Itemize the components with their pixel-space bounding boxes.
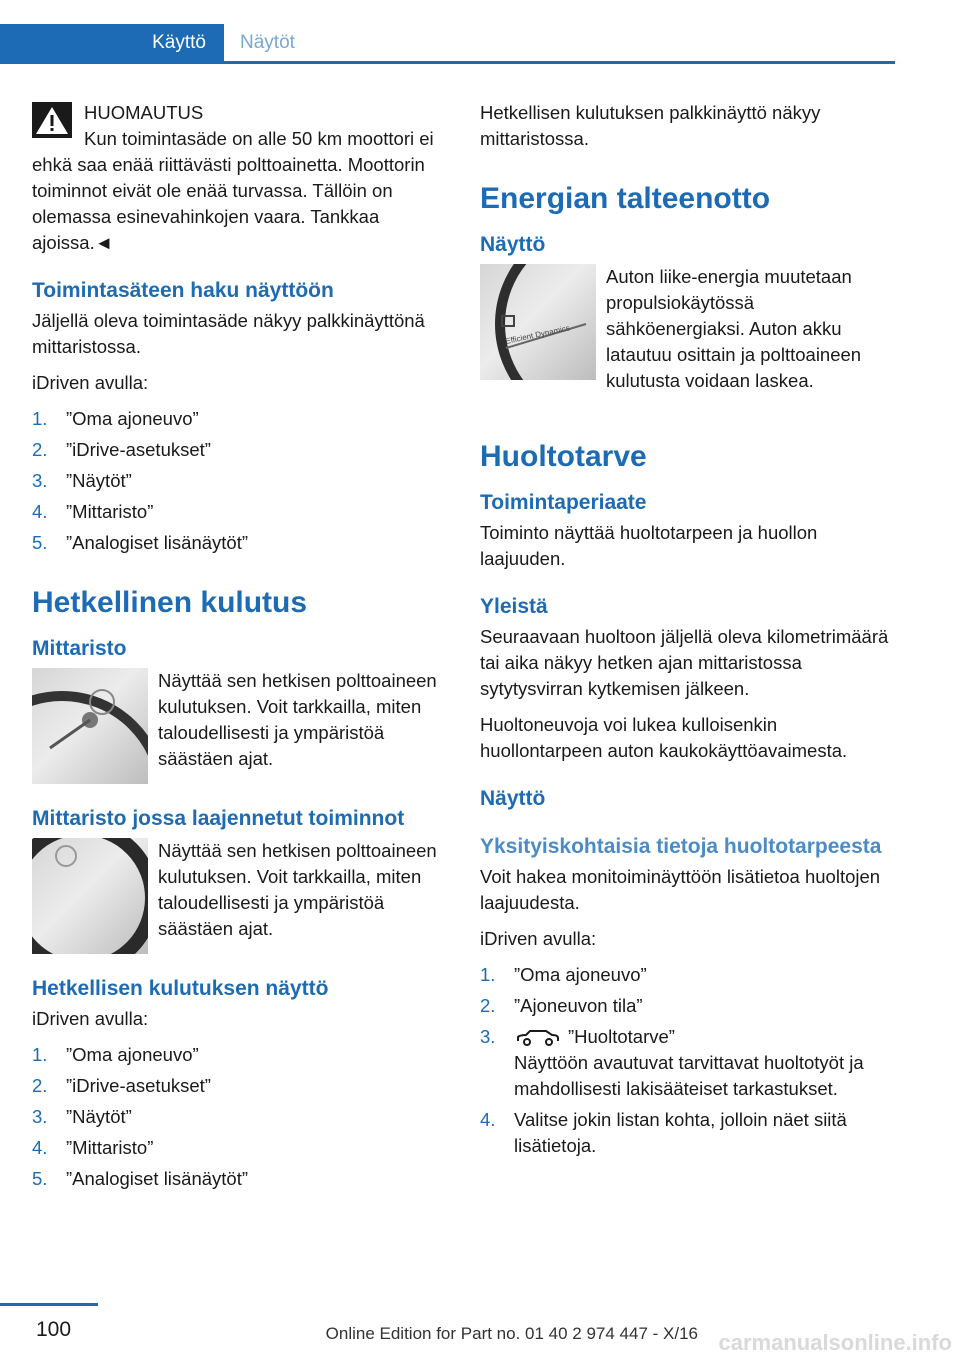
range-text: Jäljellä oleva toimintasäde näkyy palkkinäyttönä mittaristossa.: [32, 310, 425, 357]
list-item: 1. ”Oma ajoneuvo”: [480, 964, 647, 985]
list-item: 3. ”Huoltotarve” Näyttöön avautuvat tarvittavat huoltotyöt ja mahdollisesti lakisääteiset tarkastukset.: [480, 1026, 864, 1099]
principle-text: Toiminto näyttää huoltotarpeen ja huollon laajuuden.: [480, 522, 818, 569]
principle-heading: Toimintaperiaate: [480, 491, 647, 514]
header-tabs: [0, 24, 895, 64]
extended-heading: Mittaristo jossa laajennetut toiminnot: [32, 807, 405, 830]
efficient-dynamics-image: [480, 264, 596, 380]
watermark: carmanualsonline.info: [718, 1330, 952, 1355]
details-heading: Yksityiskohtaisia tietoja huoltotarpeesta: [480, 835, 882, 858]
idrive-label: iDriven avulla:: [32, 372, 149, 393]
list-item: 4. ”Mittaristo”: [32, 501, 154, 522]
list-item: 3. ”Näytöt”: [32, 470, 132, 491]
mittaristo-figure-row: [32, 668, 442, 784]
range-steps: [32, 406, 442, 556]
car-service-icon: [514, 1027, 562, 1047]
list-item-sub: Näyttöön avautuvat tarvittavat huoltotyöt ja mahdollisesti lakisääteiset tarkastukset.: [514, 1052, 864, 1099]
tab-naytot[interactable]: Näytöt: [240, 32, 295, 53]
page-number-rule: [0, 1303, 98, 1306]
list-item: 1. ”Oma ajoneuvo”: [32, 408, 199, 429]
list-item: 2. ”iDrive-asetukset”: [32, 1075, 211, 1096]
left-column: [32, 100, 442, 1202]
extended-text: Näyttää sen hetkisen polttoaineen kulutuksen. Voit tarkkailla, miten taloudellisesti ja ympäristöä säästäen ajat.: [158, 840, 437, 939]
right-column: [480, 100, 890, 1169]
naytto2-heading: Näyttö: [480, 787, 546, 810]
page-number: 100: [36, 1318, 72, 1341]
energy-text: Auton liike-energia muutetaan propulsiokäytössä sähköenergiaksi. Auton akku latautuu osittain ja polttoaineen kulutusta voidaan laskea.: [606, 266, 862, 391]
energy-figure-row: [480, 264, 890, 394]
list-item: 5. ”Analogiset lisänäytöt”: [32, 1168, 249, 1189]
gauge-image: [32, 668, 148, 784]
extended-figure-row: [32, 838, 442, 954]
header-rule: [224, 61, 895, 64]
general-text-1: Seuraavaan huoltoon jäljellä oleva kilometrimäärä tai aika näkyy hetken ajan mittaristossa sytytysvirran kytkemisen jälkeen.: [480, 626, 889, 699]
idrive-label-2: iDriven avulla:: [32, 1008, 149, 1029]
naytto-heading: Näyttö: [480, 233, 546, 256]
warning-box: [32, 100, 442, 126]
range-heading: Toimintasäteen haku näyttöön: [32, 279, 334, 302]
consumption-heading: Hetkellinen kulutus: [32, 586, 308, 619]
warning-title: HUOMAUTUS: [84, 102, 204, 123]
figure-caption: Efficient Dynamics: [504, 323, 571, 346]
list-item: 1. ”Oma ajoneuvo”: [32, 1044, 199, 1065]
gauge-extended-image: [32, 838, 148, 954]
list-item: 2. ”iDrive-asetukset”: [32, 439, 211, 460]
mittaristo-text: Näyttää sen hetkisen polttoaineen kulutuksen. Voit tarkkailla, miten taloudellisesti ja ympäristöä säästäen ajat.: [158, 670, 437, 769]
energy-heading: Energian talteenotto: [480, 182, 771, 215]
list-item: 3. ”Näytöt”: [32, 1106, 132, 1127]
tab-kaytto[interactable]: [0, 24, 224, 64]
general-text-2: Huoltoneuvoja voi lukea kulloisenkin huollontarpeen auton kaukokäyttöavaimesta.: [480, 714, 848, 761]
warning-text: Kun toimintasäde on alle 50 km moottori ei ehkä saa enää riittävästi polttoainetta. Moottorin toiminnot eivät ole enää turvassa. Tällöin on olemassa esinevahinkojen vaara. Tankkaa ajoissa.◄: [32, 128, 434, 253]
list-item: 4. ”Mittaristo”: [32, 1137, 154, 1158]
right-intro: Hetkellisen kulutuksen palkkinäyttö näkyy mittaristossa.: [480, 102, 821, 149]
idrive-label-3: iDriven avulla:: [480, 928, 597, 949]
list-item: 4. Valitse jokin listan kohta, jolloin näet siitä lisätietoja.: [480, 1109, 847, 1156]
list-item: 2. ”Ajoneuvon tila”: [480, 995, 643, 1016]
warning-triangle-icon: [32, 102, 72, 138]
details-text: Voit hakea monitoiminäyttöön lisätietoa huoltojen laajuudesta.: [480, 866, 881, 913]
list-item: 5. ”Analogiset lisänäytöt”: [32, 532, 249, 553]
service-steps: [480, 962, 890, 1159]
display-heading: Hetkellisen kulutuksen näyttö: [32, 977, 329, 1000]
service-heading: Huoltotarve: [480, 440, 647, 473]
mittaristo-heading: Mittaristo: [32, 637, 127, 660]
general-heading: Yleistä: [480, 595, 548, 618]
edition-text: Online Edition for Part no. 01 40 2 974 447 - X/16: [325, 1324, 698, 1343]
display-steps: [32, 1042, 442, 1192]
tab-kaytto-label: Käyttö: [152, 32, 206, 53]
